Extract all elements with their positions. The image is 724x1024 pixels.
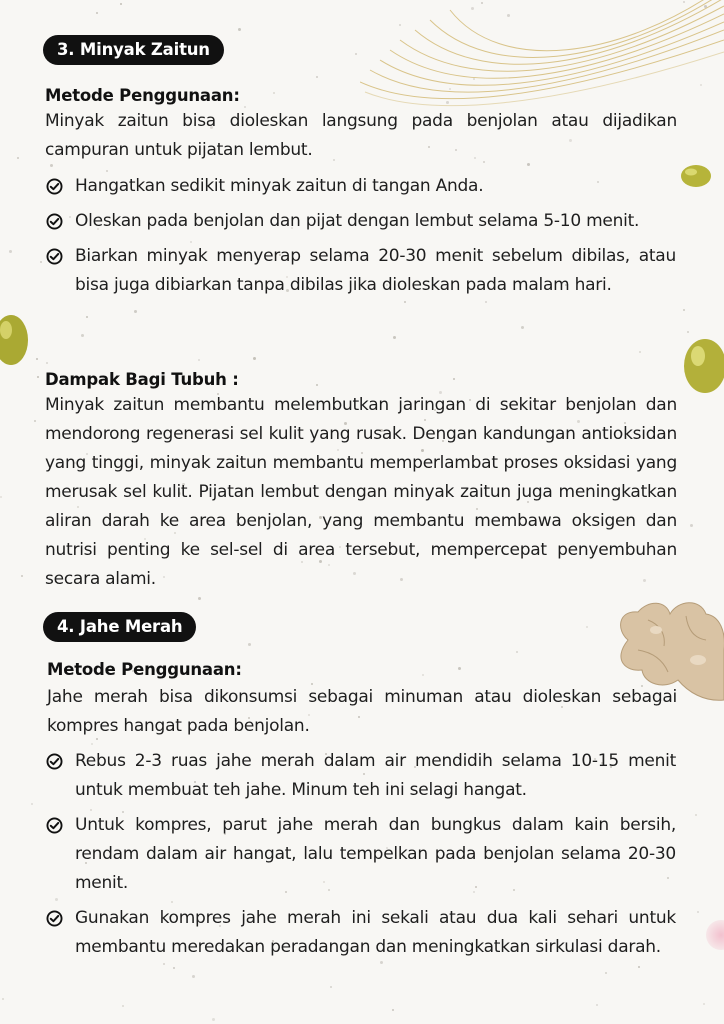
- speckle: [91, 743, 93, 745]
- speckle: [248, 643, 251, 646]
- step-text: Hangatkan sedikit minyak zaitun di tangan Anda.: [75, 176, 484, 196]
- step-text: Oleskan pada benjolan dan pijat dengan lembut selama 5-10 menit.: [75, 211, 640, 231]
- list-item: [44, 242, 676, 300]
- speckle: [238, 28, 241, 31]
- section-3-steps-list: [44, 172, 676, 306]
- section-3-title-badge: 3. Minyak Zaitun: [43, 35, 224, 65]
- speckle: [639, 351, 641, 353]
- speckle: [34, 420, 36, 422]
- list-item: [44, 904, 676, 962]
- speckle: [687, 331, 689, 333]
- speckle: [96, 12, 98, 14]
- speckle: [516, 651, 518, 653]
- speckle: [2, 998, 4, 1000]
- speckle: [521, 326, 524, 329]
- speckle: [330, 986, 332, 988]
- speckle: [703, 1003, 705, 1005]
- list-item: [44, 747, 676, 805]
- check-circle-icon: [46, 753, 63, 770]
- speckle: [422, 674, 424, 676]
- check-circle-icon: [46, 910, 63, 927]
- speckle: [596, 1004, 598, 1006]
- speckle: [697, 911, 699, 913]
- speckle: [393, 336, 396, 339]
- step-text: Rebus 2-3 ruas jahe merah dalam air mendidih selama 10-15 menit untuk membuat teh jahe. Minum teh ini selagi hangat.: [75, 751, 676, 800]
- speckle: [273, 92, 275, 94]
- section-3-impact-text: Minyak zaitun membantu melembutkan jaringan di sekitar benjolan dan mendorong regenerasi sel kulit yang rusak. Dengan kandungan antioksidan yang tinggi, minyak zaitun membantu memperlambat proses oksidasi yang merusak sel kulit. Pijatan lembut dengan minyak zaitun juga meningkatkan aliran darah ke area benjolan, yang membantu membawa oksigen dan nutrisi penting ke sel-sel di area tersebut, mempercepat penyembuhan secara alami.: [45, 395, 677, 589]
- olive-icon: [0, 312, 32, 368]
- section-3-method-heading: Metode Penggunaan:: [45, 86, 240, 105]
- speckle: [683, 309, 685, 311]
- speckle: [0, 496, 2, 498]
- speckle: [392, 1009, 394, 1011]
- speckle: [81, 334, 84, 337]
- speckle: [458, 667, 461, 670]
- section-3-method-text: Minyak zaitun bisa dioleskan langsung pada benjolan atau dijadikan campuran untuk pijatan lembut.: [45, 111, 677, 160]
- speckle: [40, 261, 42, 263]
- step-text: Gunakan kompres jahe merah ini sekali atau dua kali sehari untuk membantu meredakan peradangan dan meningkatkan sirkulasi darah.: [75, 908, 676, 957]
- list-item: [44, 811, 676, 898]
- speckle: [192, 975, 195, 978]
- section-4-method-heading: Metode Penggunaan:: [47, 660, 242, 679]
- speckle: [17, 157, 19, 159]
- check-circle-icon: [46, 213, 63, 230]
- step-text: Biarkan minyak menyerap selama 20-30 menit sebelum dibilas, atau bisa juga dibiarkan tanpa dibilas jika dioleskan pada malam hari.: [75, 246, 676, 295]
- speckle: [316, 76, 318, 78]
- gold-swirl-decoration: [360, 0, 724, 120]
- olive-icon: [683, 338, 724, 394]
- speckle: [453, 378, 455, 380]
- speckle: [690, 524, 693, 527]
- speckle: [695, 814, 697, 816]
- section-4-title-badge: 4. Jahe Merah: [43, 612, 196, 642]
- olive-icon: [679, 163, 713, 189]
- speckle: [605, 972, 607, 974]
- section-4-steps-list: [44, 747, 676, 968]
- check-circle-icon: [46, 817, 63, 834]
- speckle: [134, 310, 137, 313]
- speckle: [122, 1005, 124, 1007]
- speckle: [31, 803, 33, 805]
- speckle: [37, 376, 39, 378]
- speckle: [21, 575, 23, 577]
- speckle: [212, 1018, 215, 1021]
- speckle: [198, 359, 200, 361]
- list-item: [44, 207, 676, 236]
- speckle: [9, 250, 12, 253]
- speckle: [86, 316, 88, 318]
- list-item: [44, 172, 676, 201]
- speckle: [316, 384, 318, 386]
- check-circle-icon: [46, 248, 63, 265]
- section-4-method-text: Jahe merah bisa dikonsumsi sebagai minuman atau dioleskan sebagai kompres hangat pada benjolan.: [47, 687, 677, 736]
- speckle: [46, 362, 48, 364]
- speckle: [120, 3, 122, 5]
- speckle: [253, 357, 256, 360]
- check-circle-icon: [46, 178, 63, 195]
- speckle: [198, 597, 201, 600]
- section-3-impact-heading: Dampak Bagi Tubuh :: [45, 370, 239, 389]
- speckle: [355, 53, 357, 55]
- step-text: Untuk kompres, parut jahe merah dan bungkus dalam kain bersih, rendam dalam air hangat, lalu tempelkan pada benjolan selama 20-30 menit.: [75, 815, 676, 893]
- speckle: [586, 626, 588, 628]
- speckle: [36, 358, 38, 360]
